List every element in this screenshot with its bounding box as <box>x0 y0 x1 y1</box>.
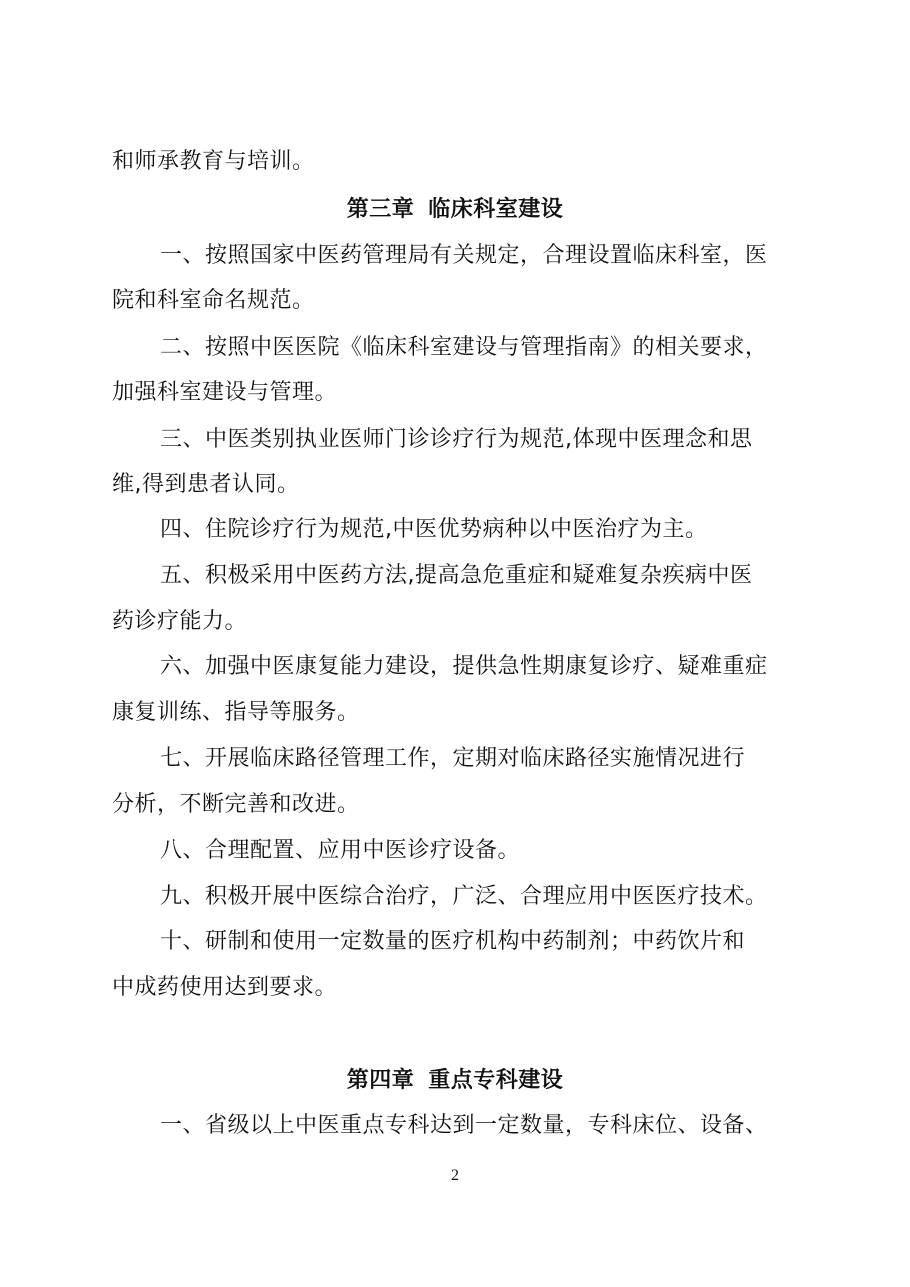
ch3-item-1-line-2: 院和科室命名规范。 <box>112 288 315 313</box>
ch3-item-4-line-1: 四、住院诊疗行为规范,中医优势病种以中医治疗为主。 <box>160 517 708 542</box>
chapter-4-heading <box>0 1066 910 1096</box>
ch3-item-7-line-2: 分析，不断完善和改进。 <box>112 792 360 817</box>
ch3-item-10-line-1: 十、研制和使用一定数量的医疗机构中药制剂；中药饮片和 <box>160 929 746 954</box>
ch3-item-7-line-1: 七、开展临床路径管理工作，定期对临床路径实施情况进行 <box>160 746 746 771</box>
ch3-item-10-line-2: 中成药使用达到要求。 <box>112 975 338 1000</box>
ch3-item-1-line-1: 一、按照国家中医药管理局有关规定，合理设置临床科室，医 <box>160 243 768 268</box>
ch3-item-5-line-2: 药诊疗能力。 <box>112 609 248 634</box>
chapter-3-title: 临床科室建设 <box>428 197 564 222</box>
ch3-item-2-line-1: 二、按照中医医院《临床科室建设与管理指南》的相关要求， <box>160 335 768 360</box>
ch3-item-3-line-1: 三、中医类别执业医师门诊诊疗行为规范,体现中医理念和思 <box>160 427 753 452</box>
chapter-3-number: 第三章 <box>346 197 415 222</box>
ch3-item-9-line-1: 九、积极开展中医综合治疗，广泛、合理应用中医医疗技术。 <box>160 884 768 909</box>
ch3-item-2-line-2: 加强科室建设与管理。 <box>112 380 338 405</box>
ch3-item-6-line-2: 康复训练、指导等服务。 <box>112 700 360 725</box>
chapter-4-number: 第四章 <box>346 1068 415 1093</box>
ch3-item-5-line-1: 五、积极采用中医药方法,提高急危重症和疑难复杂疾病中医 <box>160 563 753 588</box>
page-number: 2 <box>451 1167 459 1184</box>
chapter-4-title: 重点专科建设 <box>428 1068 564 1093</box>
ch3-item-3-line-2: 维,得到患者认同。 <box>112 472 300 497</box>
ch3-item-6-line-1: 六、加强中医康复能力建设，提供急性期康复诊疗、疑难重症 <box>160 654 768 679</box>
ch4-item-1-line-1: 一、省级以上中医重点专科达到一定数量，专科床位、设备、 <box>160 1113 768 1138</box>
chapter-3-heading <box>0 195 910 225</box>
ch3-item-8-line-1: 八、合理配置、应用中医诊疗设备。 <box>160 838 521 863</box>
continuation-line: 和师承教育与培训。 <box>112 149 315 174</box>
